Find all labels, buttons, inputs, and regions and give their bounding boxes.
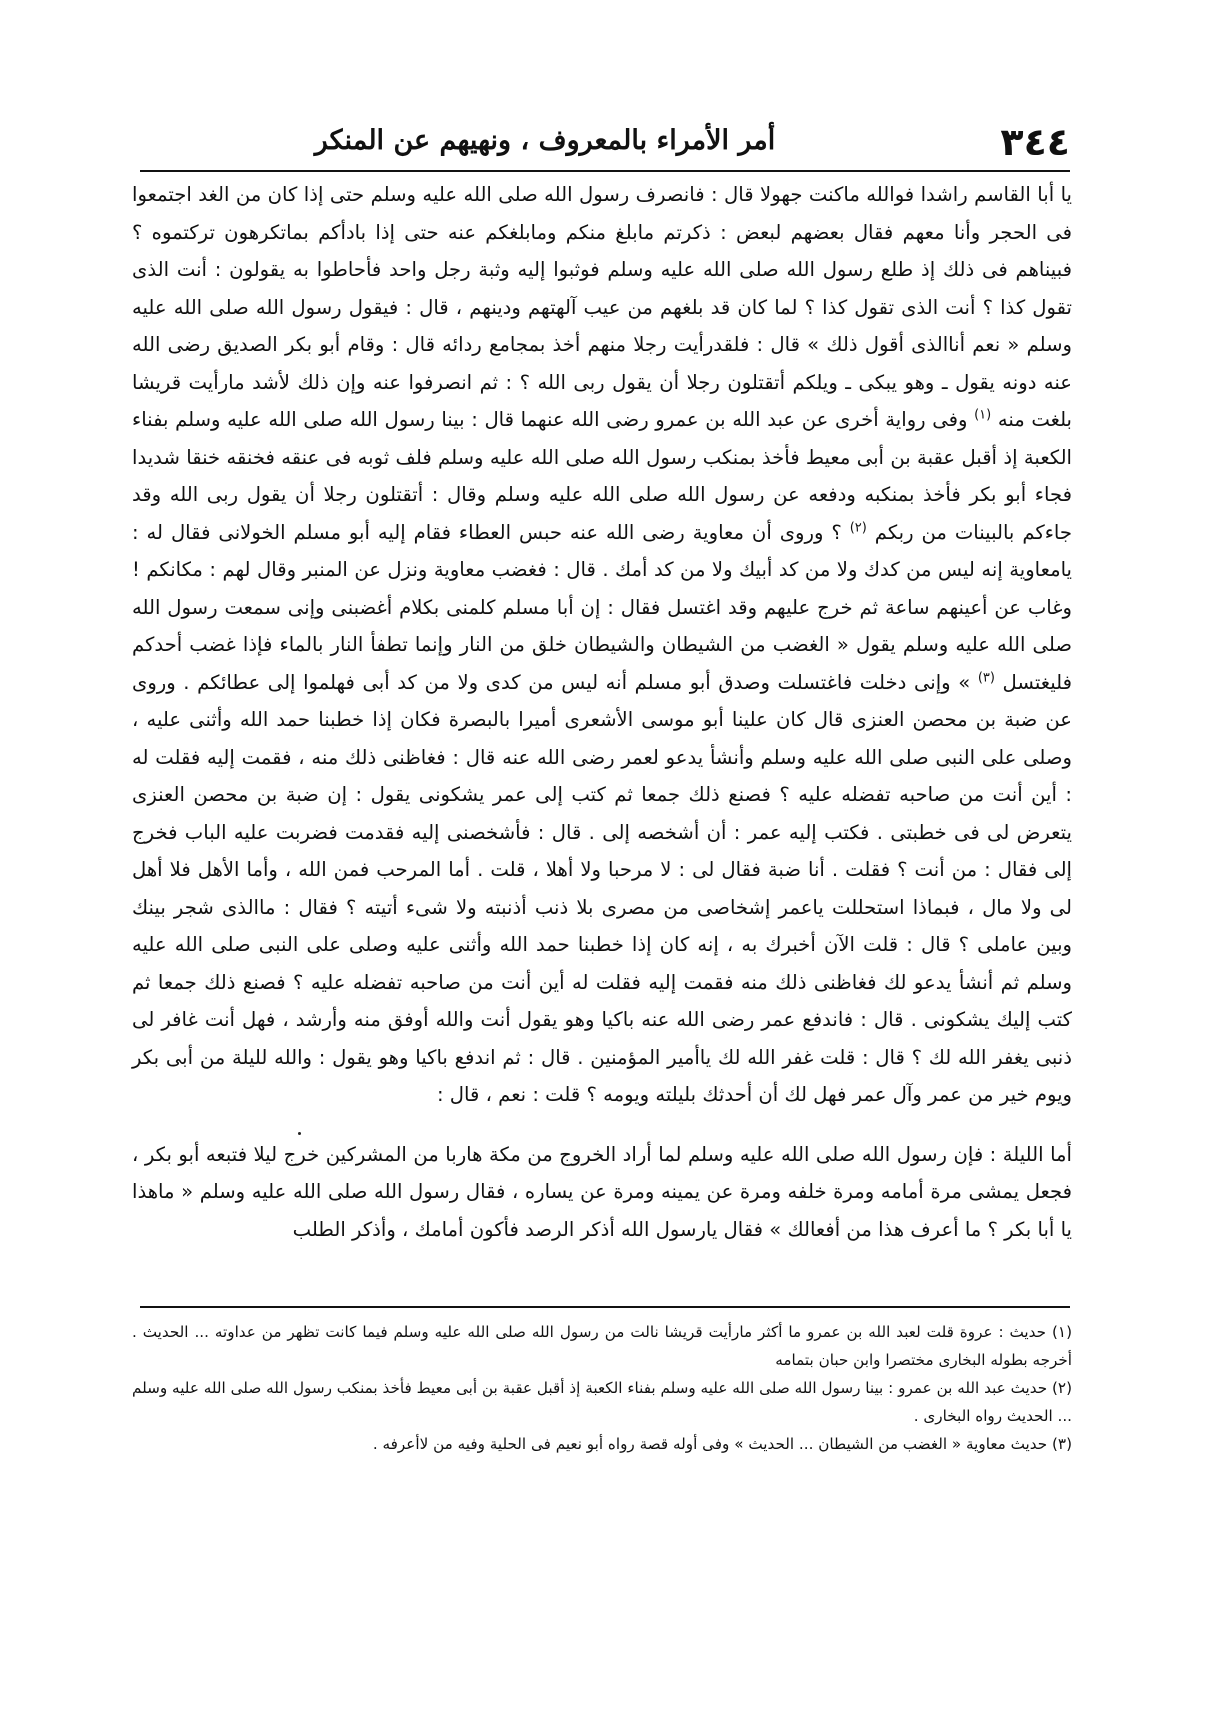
footnote-mark-1: (١) (974, 407, 992, 423)
page-number: ٣٤٤ (1000, 120, 1070, 164)
footnote-mark-3: (٣) (977, 669, 995, 685)
paragraph-1-text-c: ؟ وروى أن معاوية رضى الله عنه حبس العطاء فقام إليه أبو مسلم الخولانى فقال له : يامعاوية إنه ليس من كدك ولا من كد أبيك ولا من كد أمك . قال : فغضب معاوية ونزل عن المنبر وقال لهم : مكانكم ! وغاب عن أعينهم ساعة ثم خرج عليهم وقد اغتسل فقال : إن أبا مسلم كلمنى بكلام أغضبنى وإنى سمعت رسول الله صلى الله عليه وسلم يقول « الغضب من الشيطان والشيطان خلق من النار وإنما تطفأ النار بالماء فإذا غضب أحدكم فليغتسل (132, 520, 1072, 694)
header-rule (140, 170, 1070, 172)
footnote-3: (٣) حديث معاوية « الغضب من الشيطان ... الحديث » وفى أوله قصة رواه أبو نعيم فى الحلية وفيه من لاأعرفه . (372, 1435, 1072, 1453)
footnotes (132, 1318, 1072, 1458)
paragraph-2: أما الليلة : فإن رسول الله صلى الله عليه وسلم لما أراد الخروج من مكة هاربا من المشركين خرج ليلا فتبعه أبو بكر ، فجعل يمشى مرة أمامه ومرة خلفه ومرة عن يمينه ومرة عن يساره ، فقال رسول الله صلى الله عليه وسلم « ماهذا يا أبا بكر ؟ ما أعرف هذا من أفعالك » فقال يارسول الله أذكر الرصد فأكون أمامك ، وأذكر الطلب (132, 1142, 1072, 1241)
paragraph-1-text-a: يا أبا القاسم راشدا فوالله ماكنت جهولا قال : فانصرف رسول الله صلى الله عليه وسلم حتى إذا كان من الغد اجتمعوا فى الحجر وأنا معهم فقال بعضهم لبعض : ذكرتم مابلغ منكم ومابلغكم عنه حتى إذا بادأكم بماتكرهون تركتموه ؟ فبيناهم فى ذلك إذ طلع رسول الله صلى الله عليه وسلم فوثبوا إليه وثبة رجل واحد فأحاطوا به يقولون : أنت الذى تقول كذا ؟ أنت الذى تقول كذا ؟ لما كان قد بلغهم من عيب آلهتهم ودينهم ، قال : فيقول رسول الله صلى الله عليه وسلم « نعم أناالذى أقول ذلك » قال : فلقدرأيت رجلا منهم أخذ بمجامع ردائه قال : وقام أبو بكر الصديق رضى الله عنه دونه يقول ـ وهو يبكى ـ ويلكم أتقتلون رجلا أن يقول ربى الله ؟ : ثم انصرفوا عنه وإن ذلك لأشد مارأيت قريشا بلغت منه (132, 183, 1073, 431)
main-text (132, 176, 1072, 1248)
footnote-2: (٢) حديث عبد الله بن عمرو : بينا رسول الله صلى الله عليه وسلم بفناء الكعبة إذ أقبل عقبة بن أبى معيط فأخذ بمنكب رسول الله صلى الله عليه وسلم ... الحديث رواه البخارى . (132, 1379, 1072, 1425)
footnote-rule (140, 1306, 1070, 1308)
paragraph-1 (132, 176, 1072, 1114)
page-header (140, 118, 1070, 168)
paragraph-1-text-d: » وإنى دخلت فاغتسلت وصدق أبو مسلم أنه ليس من كدى ولا من كد أبى فهلموا إلى عطائكم . وروى عن ضبة بن محصن العنزى قال كان علينا أبو موسى الأشعرى أميرا بالبصرة فكان إذا خطبنا حمد الله وأثنى عليه ، وصلى على النبى صلى الله عليه وسلم وأنشأ يدعو لعمر رضى الله عنه قال : فغاظنى ذلك منه ، فقمت إليه فقلت له : أين أنت من صاحبه تفضله عليه ؟ فصنع ذلك جمعا ثم كتب إلى عمر يشكونى يقول : إن ضبة بن محصن العنزى يتعرض لى فى خطبتى . فكتب إليه عمر : أن أشخصه إلى . قال : فأشخصنى إليه فقدمت فضربت عليه الباب فخرج إلى فقال : من أنت ؟ فقلت . أنا ضبة فقال لى : لا مرحبا ولا أهلا ، قلت . أما المرحب فمن الله ، وأما الأهل فلا أهل لى ولا مال ، فبماذا استحللت ياعمر إشخاصى من مصرى بلا ذنب أذنبته ولا شىء أتيته ؟ فقال : ماالذى شجر بينك وبين عاملى ؟ قال : قلت الآن أخبرك به ، إنه كان إذا خطبنا حمد الله وأثنى عليه وصلى على النبى صلى الله عليه وسلم ثم أنشأ يدعو لك فغاظنى ذلك منه فقمت إليه فقلت له أين أنت من صاحبه تفضله عليه ؟ فصنع ذلك جمعا ثم كتب إليك يشكونى . قال : فاندفع عمر رضى الله عنه باكيا وهو يقول أنت والله أوفق منه وأرشد ، فهل أنت غافر لى ذنبى يغفر الله لك ؟ قال : قلت غفر الله لك ياأمير المؤمنين . قال : ثم اندفع باكيا وهو يقول : والله لليلة من أبى بكر ويوم خير من عمر وآل عمر فهل لك أن أحدثك بليلته ويومه ؟ قلت : نعم ، قال : (132, 670, 1072, 1106)
print-speck (298, 1132, 301, 1135)
footnote-1: (١) حديث : عروة قلت لعبد الله بن عمرو ما أكثر مارأيت قريشا نالت من رسول الله صلى الله عليه وسلم فيما كانت تظهر من عداوته ... الحديث . أخرجه بطوله البخارى مختصرا وابن حبان بتمامه (132, 1323, 1072, 1369)
footnote-mark-2: (٢) (849, 519, 867, 535)
paragraph-1-text-b: وفى رواية أخرى عن عبد الله بن عمرو رضى الله عنهما قال : بينا رسول الله صلى الله عليه وسلم بفناء الكعبة إذ أقبل عقبة بن أبى معيط فأخذ بمنكب رسول الله صلى الله عليه وسلم فلف ثوبه فى عنقه فخنقه خنقا شديدا فجاء أبو بكر فأخذ بمنكبه ودفعه عن رسول الله صلى الله عليه وسلم وقال : أتقتلون رجلا أن يقول ربى الله وقد جاءكم بالبينات من ربكم (132, 408, 1072, 544)
running-title: أمر الأمراء بالمعروف ، ونهيهم عن المنكر (314, 125, 776, 156)
